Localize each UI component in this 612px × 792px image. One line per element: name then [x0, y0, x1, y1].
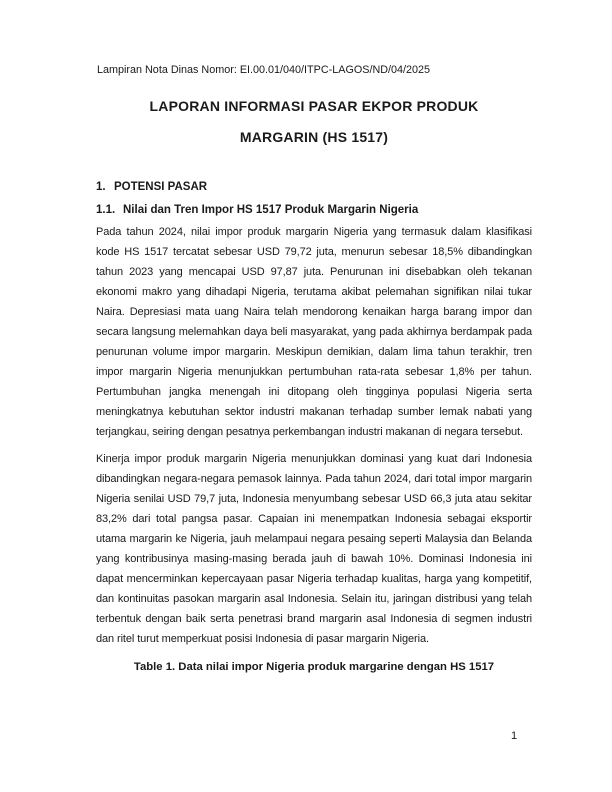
- document-title-line2: MARGARIN (HS 1517): [239, 129, 389, 145]
- subsection-heading-nilai-tren-impor: [96, 203, 532, 217]
- document-title-line1: LAPORAN INFORMASI PASAR EKPOR PRODUK: [149, 98, 479, 114]
- header-note: Lampiran Nota Dinas Nomor: EI.00.01/040/ITPC-LAGOS/ND/04/2025: [97, 64, 431, 76]
- document-body: [96, 180, 532, 675]
- document-title: [96, 91, 532, 153]
- section-label: POTENSI PASAR: [114, 181, 208, 193]
- table-caption: Table 1. Data nilai impor Nigeria produk margarine dengan HS 1517: [133, 661, 495, 673]
- paragraph-import-value-trend: Pada tahun 2024, nilai impor produk margarin Nigeria yang termasuk dalam klasifikasi kode HS 1517 tercatat sebesar USD 79,72 juta, menurun sebesar 18,5% dibandingkan tahun 2023 yang mencapai USD 97,87 juta. Penurunan ini disebabkan oleh tekanan ekonomi makro yang dihadapi Nigeria, terutama akibat pelemahan signifikan nilai tukar Naira. Depresiasi mata uang Naira telah mendorong kenaikan harga barang impor dan secara langsung melemahkan daya beli masyarakat, yang pada akhirnya berdampak pada penurunan volume impor margarin. Meskipun demikian, dalam lima tahun terakhir, tren impor margarin Nigeria menunjukkan pertumbuhan rata-rata sebesar 1,8% per tahun. Pertumbuhan jangka menengah ini ditopang oleh tingginya populasi Nigeria serta meningkatnya kebutuhan sektor industri makanan terhadap sumber lemak nabati yang terjangkau, seiring dengan pesatnya perkembangan industri makanan di negara tersebut.: [96, 226, 532, 438]
- section-number: 1.: [96, 181, 106, 193]
- page-number: 1: [510, 730, 518, 742]
- subsection-number: 1.1.: [96, 204, 116, 216]
- paragraph-indonesia-dominance: Kinerja impor produk margarin Nigeria menunjukkan dominasi yang kuat dari Indonesia dibandingkan negara-negara pemasok lainnya. Pada tahun 2024, dari total impor margarin Nigeria senilai USD 79,7 juta, Indonesia menyumbang sebesar USD 66,3 juta atau sekitar 83,2% dari total pangsa pasar. Capaian ini menempatkan Indonesia sebagai eksportir utama margarin ke Nigeria, jauh melampaui negara pesaing seperti Malaysia dan Belanda yang kontribusinya masing-masing berada jauh di bawah 10%. Dominasi Indonesia ini dapat mencerminkan kepercayaan pasar Nigeria terhadap kualitas, harga yang kompetitif, dan kontinuitas pasokan margarin asal Indonesia. Selain itu, jaringan distribusi yang telah terbentuk dengan baik serta penetrasi brand margarin asal Indonesia di segmen industri dan ritel turut memperkuat posisi Indonesia di pasar margarin Nigeria.: [96, 453, 532, 645]
- section-heading-potensi-pasar: [96, 180, 532, 194]
- subsection-label: Nilai dan Tren Impor HS 1517 Produk Margarin Nigeria: [123, 204, 419, 216]
